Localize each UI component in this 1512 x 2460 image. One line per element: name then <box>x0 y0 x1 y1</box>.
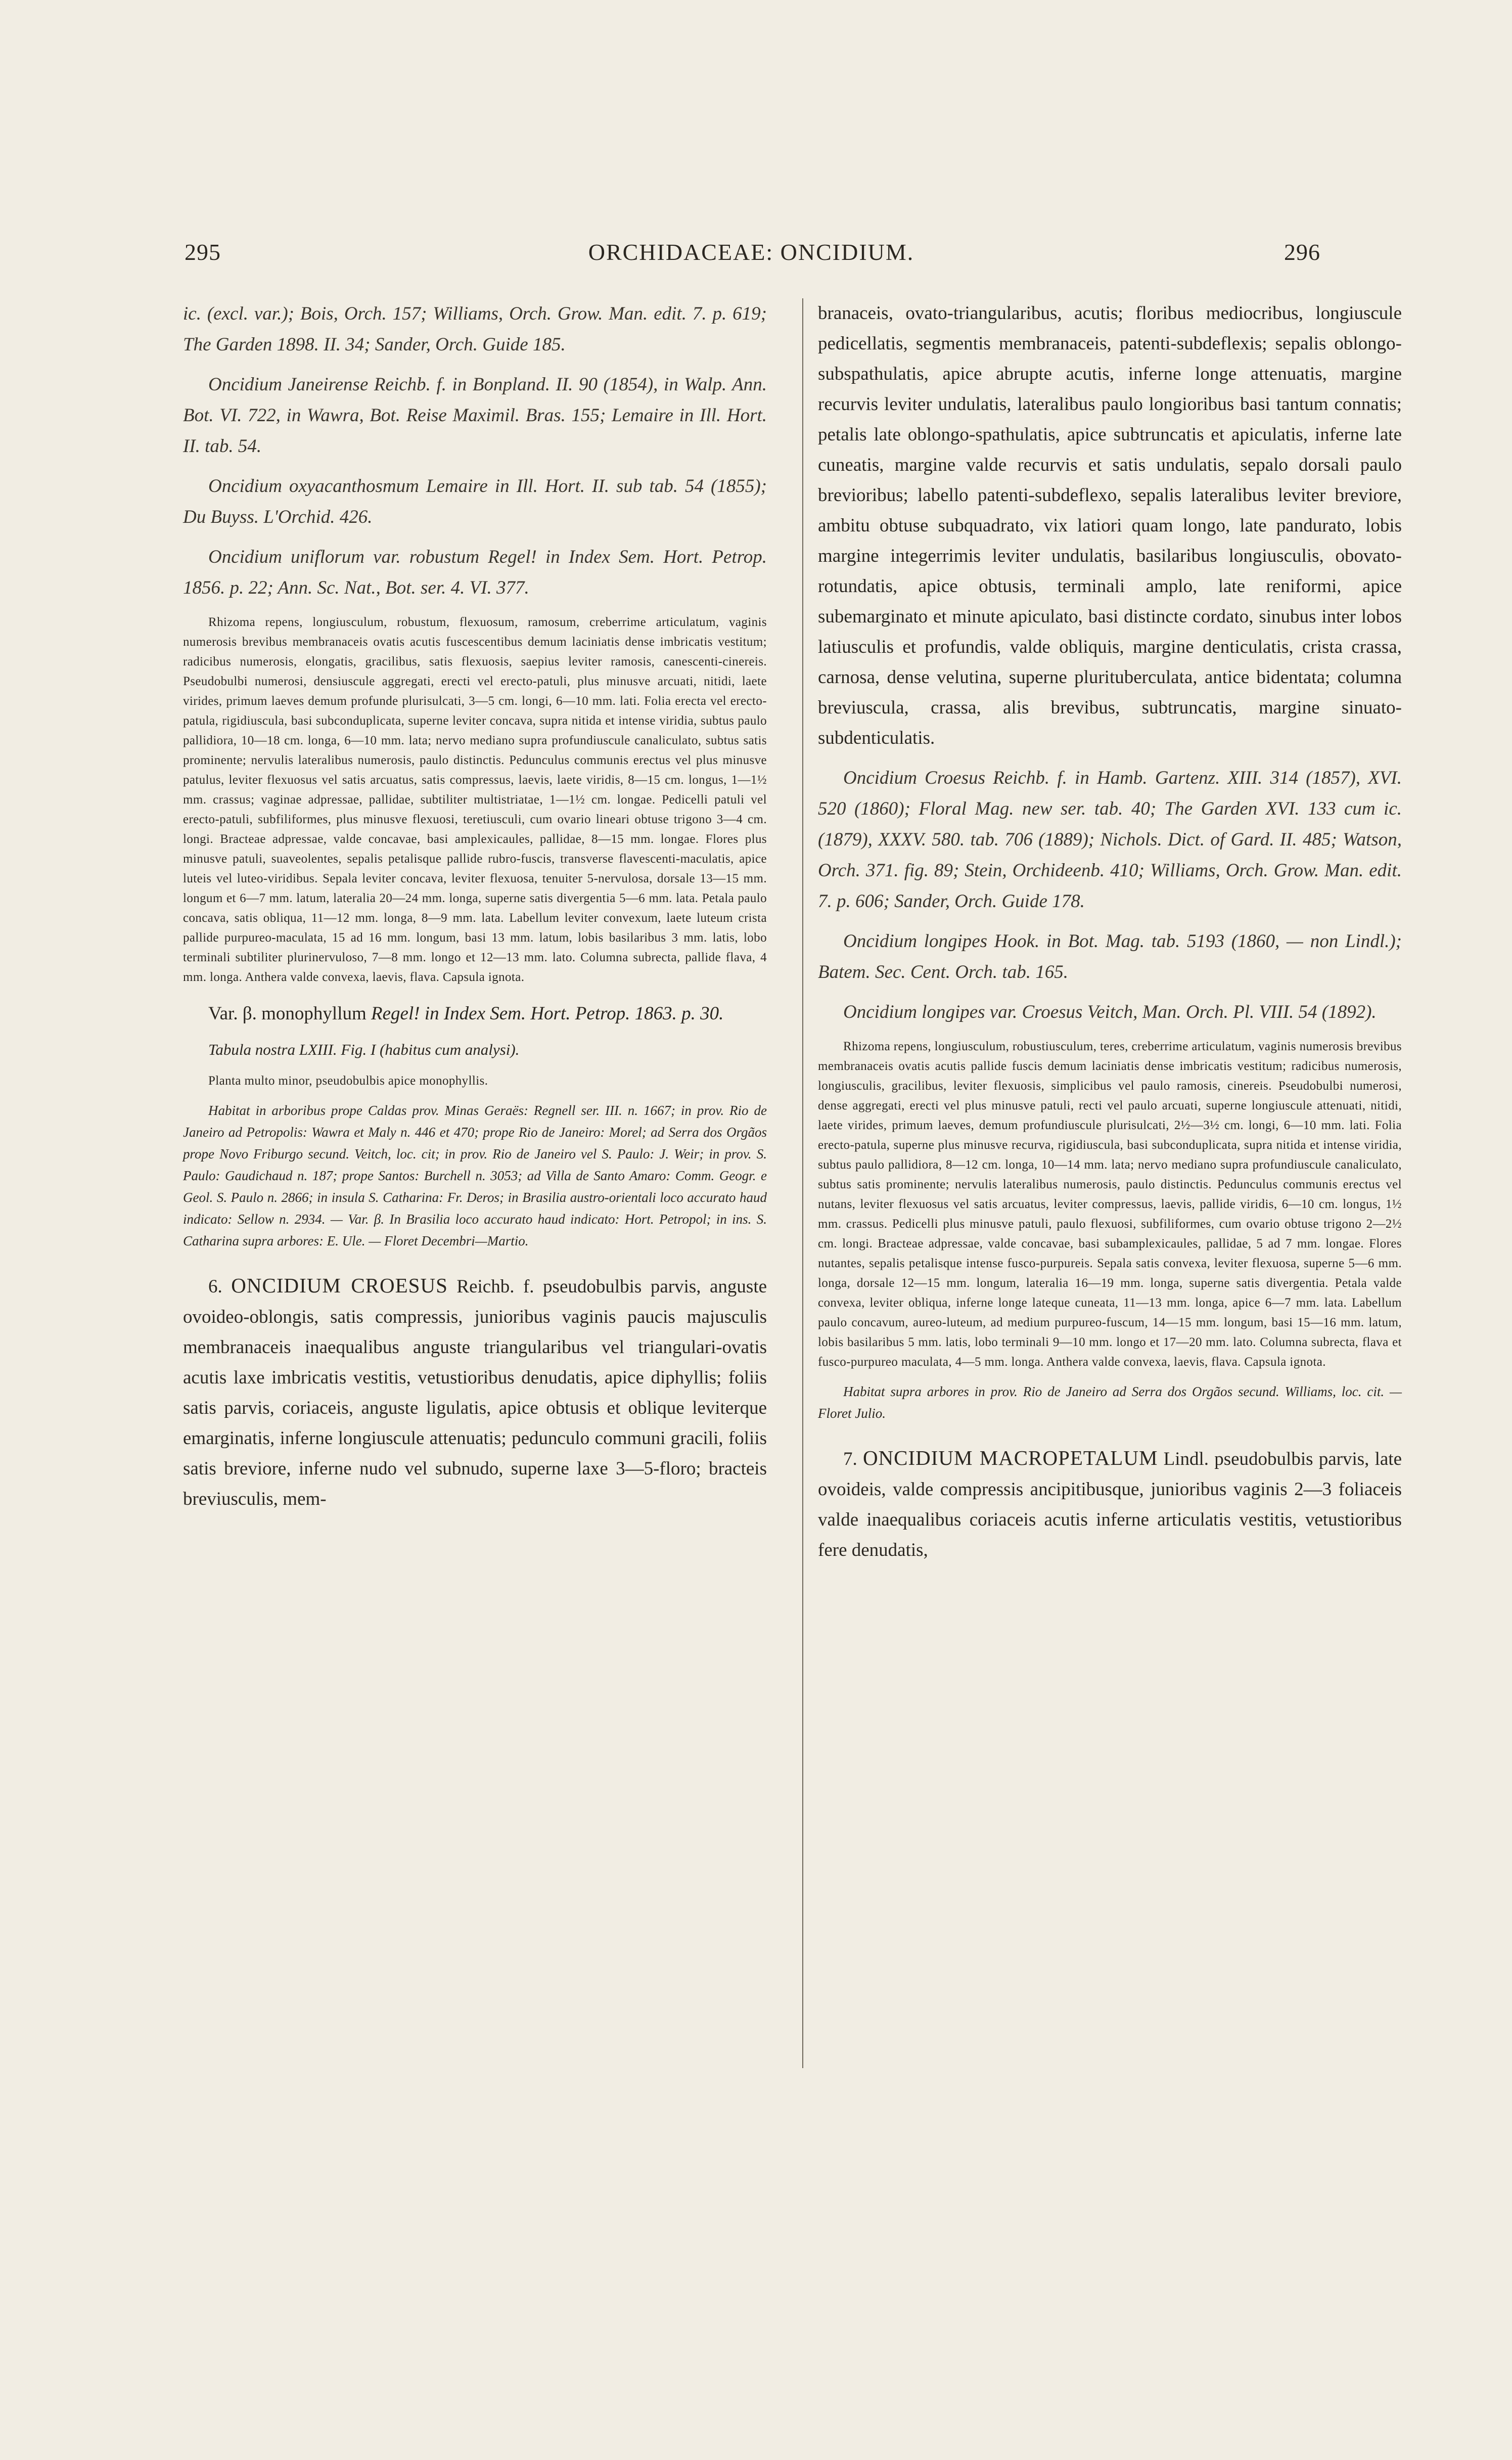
running-head: ORCHIDACEAE: ONCIDIUM. <box>588 239 914 265</box>
citation: Oncidium uniflorum var. robustum Regel! in Index Sem. Hort. Petrop. 1856. p. 22; Ann. Sc. Nat., Bot. ser. 4. VI. 377. <box>183 547 767 598</box>
habitat-note: Habitat supra arbores in prov. Rio de Janeiro ad Serra dos Orgãos secund. Williams, loc. cit. — Floret Julio. <box>818 1384 1402 1421</box>
variety-heading <box>183 999 767 1028</box>
species-number: 7. <box>843 1449 857 1469</box>
citation: Oncidium oxyacanthosmum Lemaire in Ill. Hort. II. sub tab. 54 (1855); Du Buyss. L'Orchid. 426. <box>183 476 767 527</box>
citation: Oncidium longipes Hook. in Bot. Mag. tab. 5193 (1860, — non Lindl.); Batem. Sec. Cent. Orch. tab. 165. <box>818 931 1402 982</box>
plate-reference: Tabula nostra LXIII. Fig. I (habitus cum analysi). <box>208 1041 520 1058</box>
citation: Oncidium Janeirense Reichb. f. in Bonpland. II. 90 (1854), in Walp. Ann. Bot. VI. 722, in Wawra, Bot. Reise Maximil. Bras. 155; Lemaire in Ill. Hort. II. tab. 54. <box>183 374 767 457</box>
species-diagnosis: pseudobulbis parvis, anguste ovoideo-oblongis, satis compressis, junioribus vaginis paucis majusculis membranaceis inaequalibus anguste triangularibus vel triangulari-ovatis acutis laxe imbricatis vestitis, vetustioribus denudatis, apice diphyllis; foliis satis parvis, coriaceis, anguste ligulatis, apice obtusis et oblique leviterque emarginatis, inferne longiuscule attenuatis; pedunculo communi gracili, foliis satis breviore, inferne nudo vel subnudo, superne laxe 3—5-floro; bracteis breviusculis, mem- <box>183 1276 767 1509</box>
species-description: Rhizoma repens, longiusculum, robustum, flexuosum, ramosum, creberrime articulatum, vaginis numerosis brevibus membranaceis ovatis acutis fuscescentibus demum laciniatis dense imbricatis vestitum; radicibus numerosis, elongatis, gracilibus, satis flexuosis, saepius leviter ramosis, canescenti-cinereis. Pseudobulbi numerosi, densiuscule aggregati, erecti vel erecto-patuli, plus minusve arcuati, nitidi, laete virides, primum laeves demum profunde plurisulcati, 3—5 cm. longi, 6—10 mm. lati. Folia erecta vel erecto-patula, rigidiuscula, basi subconduplicata, superne leviter concava, supra nitida et intense viridia, subtus paulo pallidiora, 10—18 cm. longa, 6—10 mm. lata; nervo mediano supra profundiuscule canaliculato, subtus satis prominente; nervulis lateralibus numerosis, paulo distinctis. Pedunculus communis erectus vel plus minusve patulus, leviter flexuosus vel satis arcuatus, satis compressus, laevis, laete viridis, 8—15 cm. longus, 1—1½ mm. crassus; vaginae adpressae, pallidae, subtiliter multistriatae, 1—1½ cm. longae. Pedicelli patuli vel erecto-patuli, subfiliformes, plus minusve flexuosi, teretiusculi, cum ovario lineari obtuse trigono 3—4 cm. longi. Bracteae adpressae, valde concavae, basi amplexicaules, pallidae, 8—15 mm. longae. Flores plus minusve patuli, suaveolentes, sepalis petalisque pallide rubro-fuscis, transverse flavescenti-maculatis, apice luteis vel luteo-viridibus. Sepala leviter concava, leviter flexuosa, tenuiter 5-nervulosa, dorsale 13—15 mm. longum et 6—7 mm. latum, lateralia 20—24 mm. longa, superne satis divergentia 5—6 mm. lata. Petala paulo concava, satis obliqua, 11—12 mm. longa, 8—9 mm. lata. Labellum leviter convexum, laete luteum crista pallide purpureo-maculata, 15 ad 16 mm. longum, basi 13 mm. latum, lobis basilaribus 3 mm. latis, lobo terminali subtiliter plurinervuloso, 7—8 mm. longo et 12—13 mm. lato. Columna subrecta, pallide flava, 4 mm. longa. Anthera valde convexa, laevis, flava. Capsula ignota. <box>183 615 767 984</box>
species-number: 6. <box>208 1276 222 1297</box>
page-number-left: 295 <box>185 239 221 265</box>
citation: Oncidium Croesus Reichb. f. in Hamb. Gartenz. XIII. 314 (1857), XVI. 520 (1860); Floral Mag. new ser. tab. 40; The Garden XVI. 133 cum ic. (1879), XXXV. 580. tab. 706 (1889); Nichols. Dict. of Gard. II. 485; Watson, Orch. 371. fig. 89; Stein, Orchideenb. 410; Williams, Orch. Grow. Man. edit. 7. p. 606; Sander, Orch. Guide 178. <box>818 768 1402 912</box>
page-header <box>182 239 1320 274</box>
species-heading <box>183 1270 767 1514</box>
species-description: Rhizoma repens, longiusculum, robustiusculum, teres, creberrime articulatum, vaginis numerosis brevibus membranaceis ovatis acutis pallide fuscis demum laciniatis dense imbricatis vestitum; radicibus numerosis, longiusculis, gracilibus, leviter flexuosis, simplicibus vel paulo ramosis, cinereis. Pseudobulbi numerosi, dense aggregati, erecti vel plus minusve patuli, recti vel paulo arcuati, superne longiuscule attenuati, nitidi, laete virides, primum laeves, demum profundiuscule plurisulcati, 2½—3½ cm. longi, 6—10 mm. lati. Folia erecto-patula, superne plus minusve recurva, rigidiuscula, basi subconduplicata, supra nitida et intense viridia, subtus paulo pallidiora, 8—12 cm. longa, 10—14 mm. lata; nervo mediano supra profundiuscule canaliculato, subtus satis prominente; nervulis lateralibus numerosis, paulo distinctis. Pedunculus communis erectus vel nutans, leviter flexuosus vel satis arcuatus, leviter compressus, laevis, pallide viridis, 6—10 cm. longus, 1½ mm. crassus. Pedicelli plus minusve patuli, paulo flexuosi, subfiliformes, cum ovario obtuse trigono 2—2½ cm. longi. Bracteae adpressae, valde concavae, basi subamplexicaules, pallidae, 5 ad 7 mm. longae. Flores nutantes, sepalis petalisque intense fusco-purpureis. Sepala satis convexa, leviter flexuosa, superne 5—6 mm. longa, dorsale 12—15 mm. longum, lateralia 16—19 mm. longa, superne satis divergentia. Petala valde convexa, leviter obliqua, inferne longe lateque cuneata, 11—13 mm. longa, apice 6—7 mm. lata. Labellum paulo concavum, aureo-luteum, ad medium purpureo-fuscum, 14—15 mm. longum, basi 15—16 mm. latum, lobis basilaribus 5 mm. latis, lobo terminali 9—10 mm. longo et 17—20 mm. lato. Columna subrecta, flava et fusco-purpureo maculata, 4—5 mm. longa. Anthera valde convexa, laevis, flava. Capsula ignota. <box>818 1040 1402 1369</box>
species-author: Reichb. f. <box>456 1276 534 1297</box>
species-diagnosis: pseudobulbis parvis, late ovoideis, valde compressis ancipitibusque, junioribus vaginis 2—3 foliaceis valde inaequalibus coriaceis acutis inferne articulatis vestitis, vetustioribus fere denudatis, <box>818 1449 1402 1560</box>
variety-description: Planta multo minor, pseudobulbis apice monophyllis. <box>208 1074 488 1088</box>
right-column <box>818 298 1402 1575</box>
citation: ic. (excl. var.); Bois, Orch. 157; Williams, Orch. Grow. Man. edit. 7. p. 619; The Garden 1898. II. 34; Sander, Orch. Guide 185. <box>183 303 767 355</box>
left-column <box>183 298 767 1524</box>
column-divider <box>802 298 803 2068</box>
species-name: ONCIDIUM CROESUS <box>231 1274 448 1297</box>
citation: Oncidium longipes var. Croesus Veitch, Man. Orch. Pl. VIII. 54 (1892). <box>843 1002 1377 1022</box>
species-heading <box>818 1443 1402 1566</box>
variety-citation: Regel! in Index Sem. Hort. Petrop. 1863. p. 30. <box>371 1003 724 1024</box>
variety-name: Var. β. monophyllum <box>208 1003 366 1024</box>
species-name: ONCIDIUM MACROPETALUM <box>862 1446 1158 1469</box>
species-diagnosis-continued: branaceis, ovato-triangularibus, acutis; floribus mediocribus, longiuscule pedicellatis, segmentis membranaceis, patenti-subdeflexis; sepalis oblongo-subspathulatis, apice abrupte acutis, inferne longe attenuatis, margine recurvis leviter undulatis, lateralibus paulo longioribus basi tantum connatis; petalis late oblongo-spathulatis, apice subtruncatis et apiculatis, inferne late cuneatis, margine valde recurvis et satis undulatis, sepalo dorsali paulo brevioribus; labello patenti-subdeflexo, sepalis lateralibus leviter breviore, ambitu obtuse subquadrato, vix latiori quam longo, late pandurato, lobis margine integerrimis leviter undulatis, basilaribus longiusculis, obovato-rotundatis, apice obtusis, terminali amplo, late reniformi, apice subemarginato et minute apiculato, basi distincte cordato, sinubus inter lobos latiusculis et profundis, valde obliquis, margine denticulatis, crista crassa, carnosa, dense velutina, superne plurituberculata, antice bidentata; columna breviuscula, crassa, alis brevibus, subtruncatis, margine sinuato-subdenticulatis. <box>818 303 1402 748</box>
page-number-right: 296 <box>1284 239 1320 265</box>
habitat-note: Habitat in arboribus prope Caldas prov. Minas Geraës: Regnell ser. III. n. 1667; in prov. Rio de Janeiro ad Petropolis: Wawra et Maly n. 446 et 470; prope Rio de Janeiro: Morel; ad Serra dos Orgãos prope Novo Friburgo secund. Veitch, loc. cit; in prov. Rio de Janeiro vel S. Paulo: J. Weir; in prov. S. Paulo: Gaudichaud n. 187; prope Santos: Burchell n. 3053; ad Villa de Santo Amaro: Comm. Geogr. e Geol. S. Paulo n. 2866; in insula S. Catharina: Fr. Deros; in Brasilia austro-orientali loco accurato haud indicato: Sellow n. 2934. — Var. β. In Brasilia loco accurato haud indicato: Hort. Petropol; in ins. S. Catharina supra arbores: E. Ule. — Floret Decembri—Martio. <box>183 1103 767 1248</box>
species-author: Lindl. <box>1163 1449 1209 1469</box>
